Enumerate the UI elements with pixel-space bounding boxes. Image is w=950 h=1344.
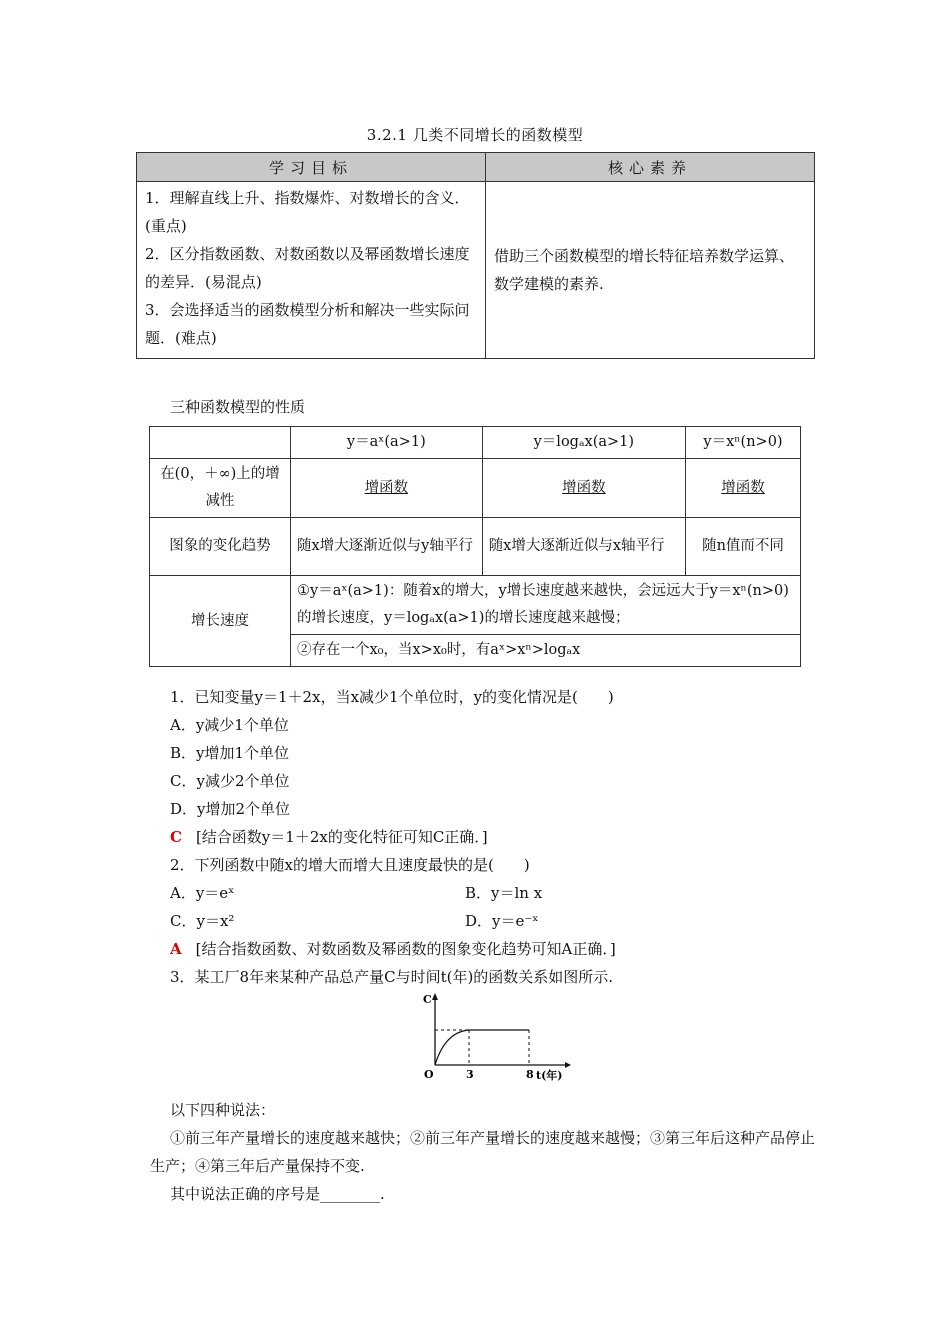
props-table — [149, 426, 801, 667]
trend-pow: 随n值而不同 — [686, 518, 801, 576]
q1-option-d: D．y增加2个单位 — [170, 800, 291, 818]
q2-options-row2 — [170, 907, 830, 935]
q1-explanation: [结合函数y＝1＋2x的变化特征可知C正确．] — [195, 828, 488, 846]
goals-header-left: 学习目标 — [137, 153, 486, 182]
q3-intro: 以下四种说法： — [170, 1101, 276, 1119]
q3-statements: ①前三年产量增长的速度越来越快；②前三年产量增长的速度越来越慢；③第三年后这种产品停止生产；④第三年后产量保持不变. — [150, 1129, 816, 1175]
trend-exp: 随x增大逐渐近似与y轴平行 — [291, 518, 483, 576]
row-label-trend: 图象的变化趋势 — [150, 518, 291, 576]
q1-answer-line — [170, 823, 830, 851]
monotonic-log: 增函数 — [562, 479, 606, 496]
core-literacy-text: 借助三个函数模型的增长特征培养数学运算、数学建模的素养. — [486, 182, 815, 359]
speed-text-1: ①y＝aˣ(a>1)：随着x的增大，y增长速度越来越快，会远远大于y＝xⁿ(n>0)的增长速度，y＝logₐx(a>1)的增长速度越来越慢； — [291, 576, 801, 635]
q2-options-row1 — [170, 879, 830, 907]
q2-option-d: D．y＝e⁻ˣ — [465, 912, 539, 930]
row-label-monotonic: 在(0，＋∞)上的增减性 — [150, 459, 291, 518]
x-axis-arrow — [565, 1062, 571, 1068]
q1-answer: C — [170, 828, 182, 846]
q1-stem: 1．已知变量y＝1＋2x，当x减少1个单位时，y的变化情况是( ) — [170, 688, 614, 706]
col-header-exp: y＝aˣ(a>1) — [291, 427, 483, 459]
row-label-speed: 增长速度 — [150, 576, 291, 667]
goal-item-2: 2．区分指数函数、对数函数以及幂函数增长速度的差异．(易混点) — [145, 245, 470, 291]
curve-growth — [435, 1030, 469, 1065]
goals-table — [136, 152, 815, 359]
props-corner — [150, 427, 291, 459]
q2-explanation: [结合指数函数、对数函数及幂函数的图象变化趋势可知A正确．] — [195, 940, 616, 958]
col-header-pow: y＝xⁿ(n>0) — [686, 427, 801, 459]
speed-text-2: ②存在一个x₀，当x>x₀时，有aˣ>xⁿ>logₐx — [291, 635, 801, 667]
col-header-log: y＝logₐx(a>1) — [482, 427, 685, 459]
x-tick-3: 3 — [466, 1068, 474, 1081]
goals-list — [137, 182, 486, 359]
q1-option-a: A．y减少1个单位 — [170, 716, 289, 734]
goals-header-right: 核心素养 — [486, 153, 815, 182]
goal-item-1: 1．理解直线上升、指数爆炸、对数增长的含义．(重点) — [145, 189, 470, 235]
props-title: 三种函数模型的性质 — [170, 398, 306, 416]
y-axis-label: C — [423, 993, 432, 1006]
origin-label: O — [424, 1068, 434, 1081]
x-tick-8: 8 — [526, 1068, 534, 1081]
q2-option-a: A．y＝eˣ — [170, 884, 235, 902]
q1-option-b: B．y增加1个单位 — [170, 744, 290, 762]
q2-answer-line — [170, 935, 830, 963]
q2-option-c: C．y＝x² — [170, 912, 235, 930]
q3-stem: 3．某工厂8年来某种产品总产量C与时间t(年)的函数关系如图所示. — [170, 968, 614, 986]
q3-graph — [415, 990, 575, 1085]
q2-option-b: B．y＝ln x — [465, 884, 543, 902]
q1-option-c: C．y减少2个单位 — [170, 772, 290, 790]
q2-answer: A — [170, 940, 182, 958]
trend-log: 随x增大逐渐近似与x轴平行 — [482, 518, 685, 576]
goal-item-3: 3．会选择适当的函数模型分析和解决一些实际问题．(难点) — [145, 301, 470, 347]
x-axis-label: t(年) — [536, 1069, 563, 1082]
q2-stem: 2．下列函数中随x的增大而增大且速度最快的是( ) — [170, 856, 530, 874]
monotonic-pow: 增函数 — [721, 479, 765, 496]
y-axis-arrow — [432, 993, 438, 1000]
page-title: 3.2.1 几类不同增长的函数模型 — [366, 126, 584, 144]
q3-prompt: 其中说法正确的序号是________. — [170, 1185, 385, 1203]
monotonic-exp: 增函数 — [364, 479, 409, 496]
